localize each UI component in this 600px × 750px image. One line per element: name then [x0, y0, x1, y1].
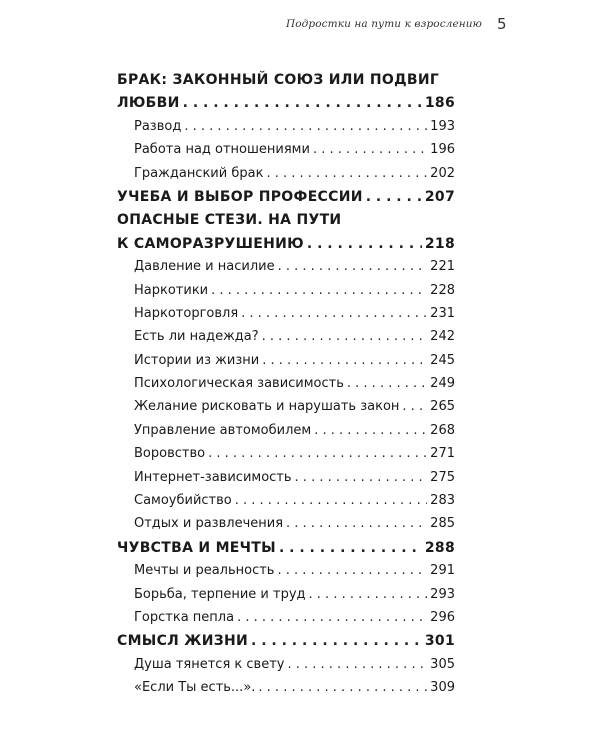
toc-entry	[117, 166, 455, 189]
toc-entry-title: ЧУВСТВА И МЕЧТЫ	[117, 539, 276, 556]
toc-entry	[117, 423, 455, 446]
toc-entry	[117, 259, 455, 282]
toc-entry-page: 196	[430, 142, 455, 158]
toc-entry-title: Наркотики	[134, 282, 209, 298]
toc-entry-page: 242	[430, 329, 455, 345]
toc-entry-title: Мечты и реальность	[134, 563, 275, 579]
toc-entry	[117, 680, 455, 703]
toc-entry	[117, 283, 455, 306]
dot-leader	[262, 329, 428, 344]
dot-leader	[258, 680, 427, 695]
toc-entry	[117, 516, 455, 539]
table-of-contents	[117, 72, 455, 704]
toc-entry-page: 296	[430, 609, 455, 625]
toc-entry	[117, 610, 455, 633]
toc-entry-page: 202	[430, 165, 455, 181]
dot-leader	[313, 142, 427, 157]
dot-leader	[278, 259, 428, 274]
toc-entry-title: ОПАСНЫЕ СТЕЗИ. НА ПУТИ	[117, 212, 342, 229]
dot-leader	[279, 540, 422, 556]
toc-entry-page: 293	[430, 586, 455, 602]
toc-entry-title: Гражданский брак	[134, 165, 264, 181]
toc-entry-page: 305	[430, 656, 455, 672]
toc-entry	[117, 72, 455, 95]
toc-entry-page: 218	[424, 235, 455, 252]
toc-entry-title: Психологическая зависимость	[134, 376, 344, 392]
toc-entry-page: 301	[424, 633, 455, 650]
toc-entry-page: 265	[430, 399, 455, 415]
running-title: Подростки на пути к взрослению	[286, 18, 482, 30]
toc-entry-title: Горстка пепла	[134, 609, 235, 625]
toc-entry-title: Управление автомобилем	[134, 422, 312, 438]
toc-entry	[117, 470, 455, 493]
toc-entry	[117, 189, 455, 212]
toc-entry-title: Давление и насилие	[134, 259, 275, 275]
toc-entry	[117, 446, 455, 469]
toc-entry	[117, 540, 455, 563]
toc-entry-title: Отдых и развлечения	[134, 516, 284, 532]
toc-entry-title: Развод	[134, 118, 182, 134]
toc-entry-page: 283	[430, 493, 455, 509]
dot-leader	[347, 376, 427, 391]
dot-leader	[184, 119, 427, 134]
dot-leader	[366, 189, 422, 205]
toc-entry-page: 275	[430, 469, 455, 485]
toc-entry-title: Наркоторговля	[134, 305, 239, 321]
toc-entry-title: Работа над отношениями	[134, 142, 310, 158]
toc-entry-title: Самоубийство	[134, 493, 232, 509]
dot-leader	[208, 446, 427, 461]
dot-leader	[235, 493, 427, 508]
toc-entry-title: К САМОРАЗРУШЕНИЮ	[117, 235, 304, 252]
dot-leader	[262, 353, 427, 368]
dot-leader	[183, 95, 422, 111]
toc-entry-title: Истории из жизни	[134, 352, 260, 368]
dot-leader	[266, 166, 427, 181]
toc-entry	[117, 142, 455, 165]
toc-entry-title: УЧЕБА И ВЫБОР ПРОФЕССИИ	[117, 188, 363, 205]
toc-entry-page: 268	[430, 422, 455, 438]
toc-entry	[117, 587, 455, 610]
toc-entry	[117, 329, 455, 352]
toc-entry-title: Желание рисковать и нарушать закон	[134, 399, 400, 415]
dot-leader	[309, 587, 428, 602]
toc-entry	[117, 563, 455, 586]
toc-entry-page: 288	[424, 539, 455, 556]
toc-entry	[117, 493, 455, 516]
toc-entry-page: 231	[430, 305, 455, 321]
toc-entry	[117, 353, 455, 376]
toc-entry-title: СМЫСЛ ЖИЗНИ	[117, 633, 249, 650]
dot-leader	[287, 657, 427, 672]
dot-leader	[251, 633, 422, 649]
toc-entry-title: Есть ли надежда?	[134, 329, 259, 345]
toc-entry	[117, 306, 455, 329]
toc-entry-page: 285	[430, 516, 455, 532]
toc-entry-page: 271	[430, 446, 455, 462]
toc-entry-page: 228	[430, 282, 455, 298]
toc-entry-title: Интернет-зависимость	[134, 469, 292, 485]
dot-leader	[402, 399, 427, 414]
dot-leader	[241, 306, 427, 321]
page-number: 5	[497, 15, 507, 33]
toc-entry-page: 186	[424, 95, 455, 112]
toc-entry	[117, 657, 455, 680]
toc-entry	[117, 399, 455, 422]
toc-entry	[117, 212, 455, 235]
toc-entry-page: 309	[430, 680, 455, 696]
toc-entry	[117, 633, 455, 656]
toc-entry-title: БРАК: ЗАКОННЫЙ СОЮЗ ИЛИ ПОДВИГ	[117, 72, 440, 88]
dot-leader	[277, 563, 427, 578]
toc-entry	[117, 236, 455, 259]
toc-entry-page: 193	[430, 118, 455, 134]
toc-entry-title: Борьба, терпение и труд	[134, 586, 306, 602]
toc-entry-page: 249	[430, 376, 455, 392]
dot-leader	[295, 470, 428, 485]
toc-entry	[117, 376, 455, 399]
toc-entry-page: 207	[424, 188, 455, 205]
dot-leader	[211, 283, 427, 298]
toc-entry-page: 245	[430, 352, 455, 368]
toc-entry-title: «Если Ты есть...».	[134, 680, 256, 696]
toc-entry-title: Воровство	[134, 446, 206, 462]
toc-entry	[117, 95, 455, 118]
dot-leader	[286, 516, 427, 531]
toc-entry-page: 291	[430, 563, 455, 579]
toc-entry-page: 221	[430, 259, 455, 275]
toc-entry	[117, 119, 455, 142]
dot-leader	[314, 423, 427, 438]
dot-leader	[307, 236, 422, 252]
toc-entry-title: Душа тянется к свету	[134, 656, 285, 672]
toc-entry-title: ЛЮБВИ	[117, 95, 180, 112]
dot-leader	[237, 610, 427, 625]
